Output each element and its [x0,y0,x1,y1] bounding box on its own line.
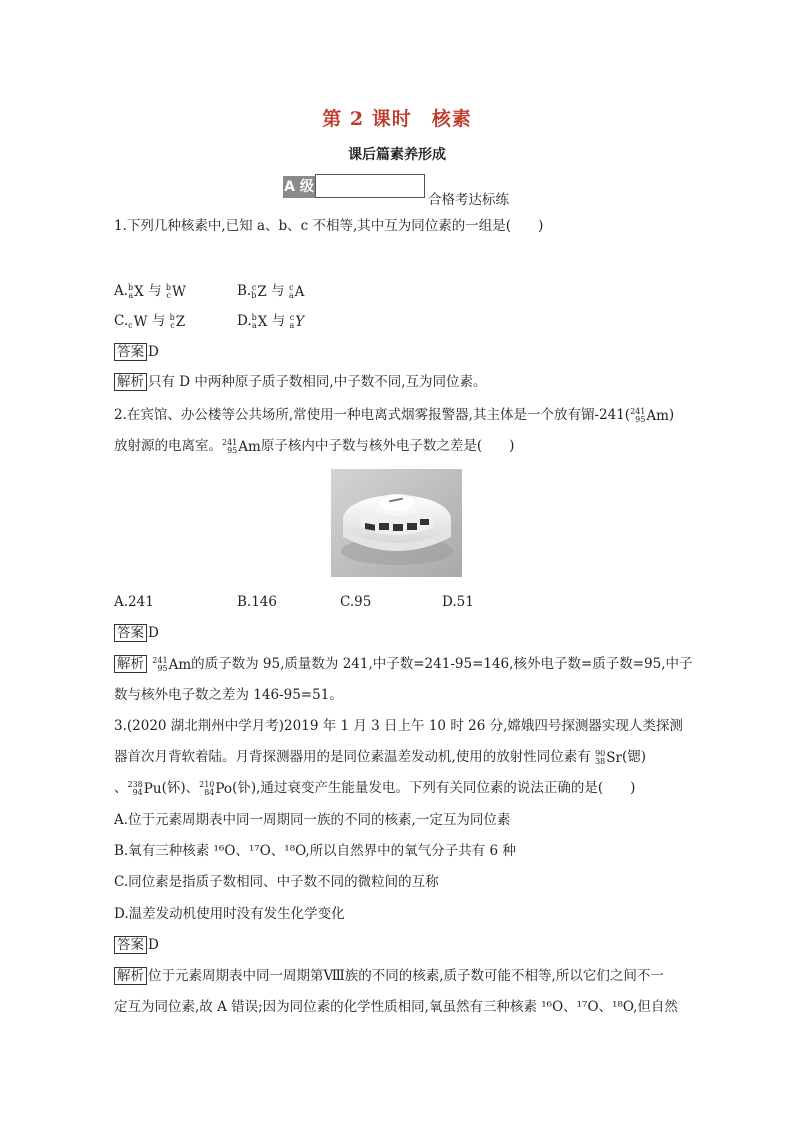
q2-option-b: B.146 [237,594,277,610]
nuclide: b c W [165,282,186,300]
q3-analysis-line1: 解析 位于元素周期表中同一周期第Ⅷ族的不同的核素,质子数可能不相等,所以它们之间不一 [114,966,664,986]
nuclide: c W [128,313,148,330]
q2-option-a: A.241 [114,594,154,610]
nuclide-sr: 90 38 Sr [595,748,622,766]
nuclide: b a X [251,312,268,330]
level-box [315,174,425,198]
q3-stem-line1: 3.(2020 湖北荆州中学月考)2019 年 1 月 3 日上午 10 时 26 分,嫦娥四号探测器实现人类探测 [114,718,683,734]
nuclide: c a A [288,282,305,300]
q3-option-d: D.温差发动机使用时没有发生化学变化 [114,906,345,922]
q3-analysis-line2: 定互为同位素,故 A 错误;因为同位素的化学性质相同,氧虽然有三种核素 ¹⁶O、¹⁷O、¹⁸O,但自然 [114,999,678,1015]
q3-stem-line2: 器首次月背软着陆。月背探测器用的是同位素温差发动机,使用的放射性同位素有 90 38 Sr (锶) [114,748,647,766]
nuclide: c b Z [251,282,267,300]
q1-analysis: 解析 只有 D 中两种原子质子数相同,中子数不同,互为同位素。 [114,372,487,392]
q3-option-c: C.同位素是指质子数相同、中子数不同的微粒间的互称 [114,874,439,890]
q1-option-c: C. c W 与 b c Z [114,312,186,330]
level-label: 合格考达标练 [428,192,509,208]
q1-answer: 答案 D [114,342,159,362]
q1-option-b: B. c b Z 与 c a A [237,282,305,300]
nuclide: b c Z [169,312,186,330]
q2-analysis-line2: 数与核外电子数之差为 146-95=51。 [114,687,343,703]
smoke-detector-icon [331,469,462,577]
q2-stem-line2: 放射源的电离室。 241 95 Am 原子核内中子数与核外电子数之差是( ) [114,437,515,455]
q3-option-a: A.位于元素周期表中同一周期同一族的不同的核素,一定互为同位素 [114,812,511,828]
section-subtitle: 课后篇素养形成 [348,147,446,163]
nuclide: c a Y [289,312,305,330]
level-badge: A 级 [283,176,315,198]
answer-tag: 答案 [114,624,147,642]
q2-option-d: D.51 [442,594,474,610]
nuclide-po: 210 84 Po [199,779,233,797]
nuclide-am: 241 95 Am [152,655,192,673]
q2-option-c: C.95 [340,594,372,610]
page-title: 第 2 课时 核素 [322,108,472,130]
nuclide: b a X [128,282,144,300]
analysis-tag: 解析 [114,967,147,985]
nuclide-am: 241 95 Am [630,406,669,424]
q1-stem: 1.下列几种核素中,已知 a、b、c 不相等,其中互为同位素的一组是( ) [114,218,544,234]
q1-option-d: D. b a X 与 c a Y [237,312,305,330]
smoke-detector-image [331,469,462,577]
nuclide-pu: 238 94 Pu [127,779,162,797]
q3-answer: 答案 D [114,935,159,955]
answer-tag: 答案 [114,343,147,361]
q2-stem-line1: 2.在宾馆、办公楼等公共场所,常使用一种电离式烟雾报警器,其主体是一个放有镅-241( 241 95 Am ) [114,406,675,424]
q3-stem-line3: 、 238 94 Pu (钚)、 210 84 Po (钋),通过衰变产生能量发电。下列有关同位素的说法正确的是( ) [114,779,636,797]
q2-answer: 答案 D [114,623,159,643]
nuclide-am: 241 95 Am [222,437,261,455]
analysis-tag: 解析 [114,655,147,673]
answer-tag: 答案 [114,936,147,954]
analysis-tag: 解析 [114,373,147,391]
q3-option-b: B.氧有三种核素 ¹⁶O、¹⁷O、¹⁸O,所以自然界中的氧气分子共有 6 种 [114,843,516,859]
q2-analysis-line1: 解析 241 95 Am 的质子数为 95,质量数为 241,中子数=241-95=146,核外电子数=质子数=95,中子 [114,654,693,675]
q1-option-a: A. b a X 与 b c W [114,282,186,300]
